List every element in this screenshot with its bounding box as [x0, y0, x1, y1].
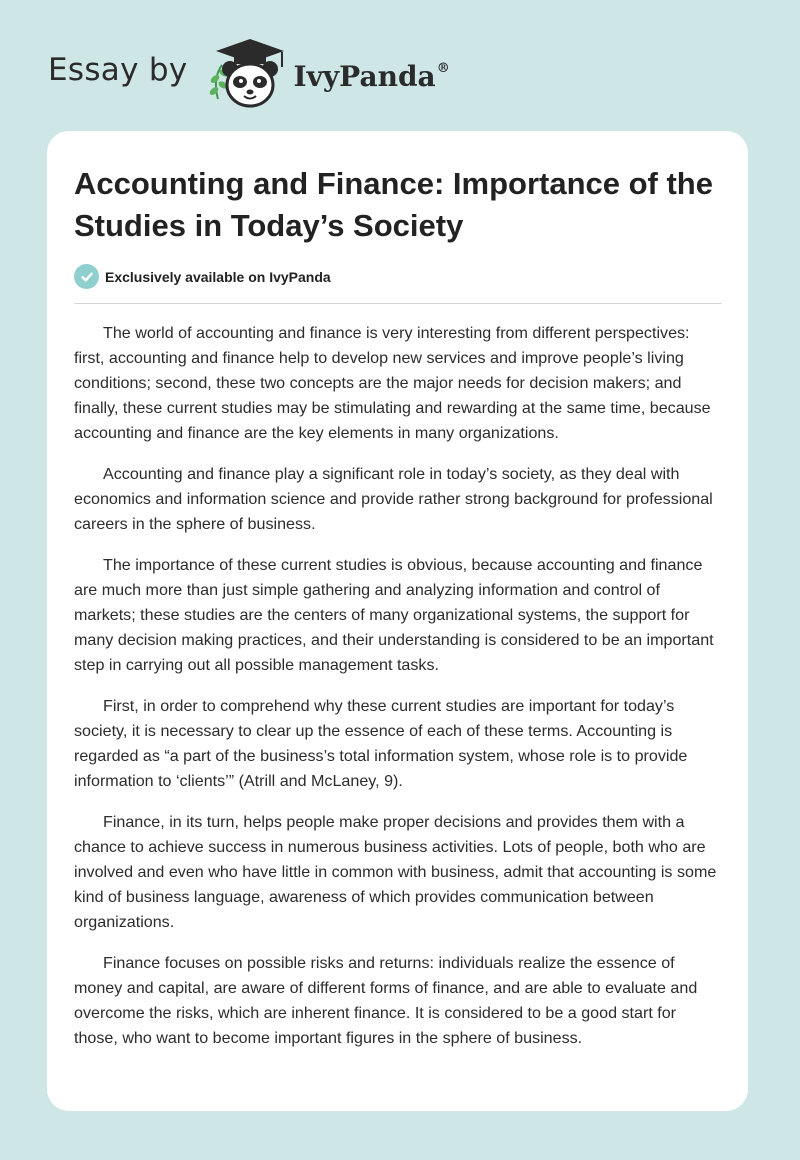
- paragraph-4: First, in order to comprehend why these current studies are important for today’s society, it is necessary to clear up the essence of each of these terms. Accounting is regarded as “a part of the business’s total information system, whose role is to provide information to ‘clients’” (Atrill and McLaney, 9).: [74, 697, 688, 790]
- exclusive-badge-text: Exclusively available on IvyPanda: [105, 268, 331, 285]
- paragraph-1: The world of accounting and finance is very interesting from different perspectives: first, accounting and finance help to develop new services and improve people’s living conditions; second, these two concepts are the major needs for decision makers; and finally, these current studies may be stimulating and rewarding at the same time, because accounting and finance are the key elements in many organizations.: [74, 324, 711, 442]
- panda-graduate-icon[interactable]: [204, 35, 290, 111]
- essay-title: Accounting and Finance: Importance of the Studies in Today’s Society: [74, 166, 713, 243]
- paragraph-5: Finance, in its turn, helps people make proper decisions and provides them with a chance to achieve success in numerous business activities. Lots of people, both who are involved and even who have little in common with business, admit that accounting is some kind of business language, awareness of which provides communication between organizations.: [74, 813, 717, 931]
- divider: [74, 303, 722, 304]
- essay-card: [47, 131, 748, 1111]
- trademark-symbol: ®: [436, 60, 450, 76]
- exclusive-badge: [74, 264, 331, 289]
- paragraph-2: Accounting and finance play a significant role in today’s society, as they deal with economics and information science and provide rather strong background for professional careers in the sphere of business.: [74, 465, 713, 533]
- paragraph-6: Finance focuses on possible risks and returns: individuals realize the essence of money and capital, are aware of different forms of finance, and are able to evaluate and overcome the risks, which are inherent finance. It is considered to be a good start for those, who want to become important figures in the sphere of business.: [74, 954, 698, 1047]
- essay-body: [74, 321, 724, 1067]
- brand-name[interactable]: IvyPanda®: [293, 59, 450, 93]
- site-header: [48, 34, 450, 112]
- paragraph-3: The importance of these current studies is obvious, because accounting and finance are much more than just simple gathering and analyzing information and control of markets; these studies are the centers of many organizational systems, the support for many decision making practices, and their understanding is considered to be an important step in carrying out all possible management tasks.: [74, 556, 714, 674]
- essay-by-label: Essay by: [48, 52, 188, 88]
- check-circle-icon: [74, 264, 99, 289]
